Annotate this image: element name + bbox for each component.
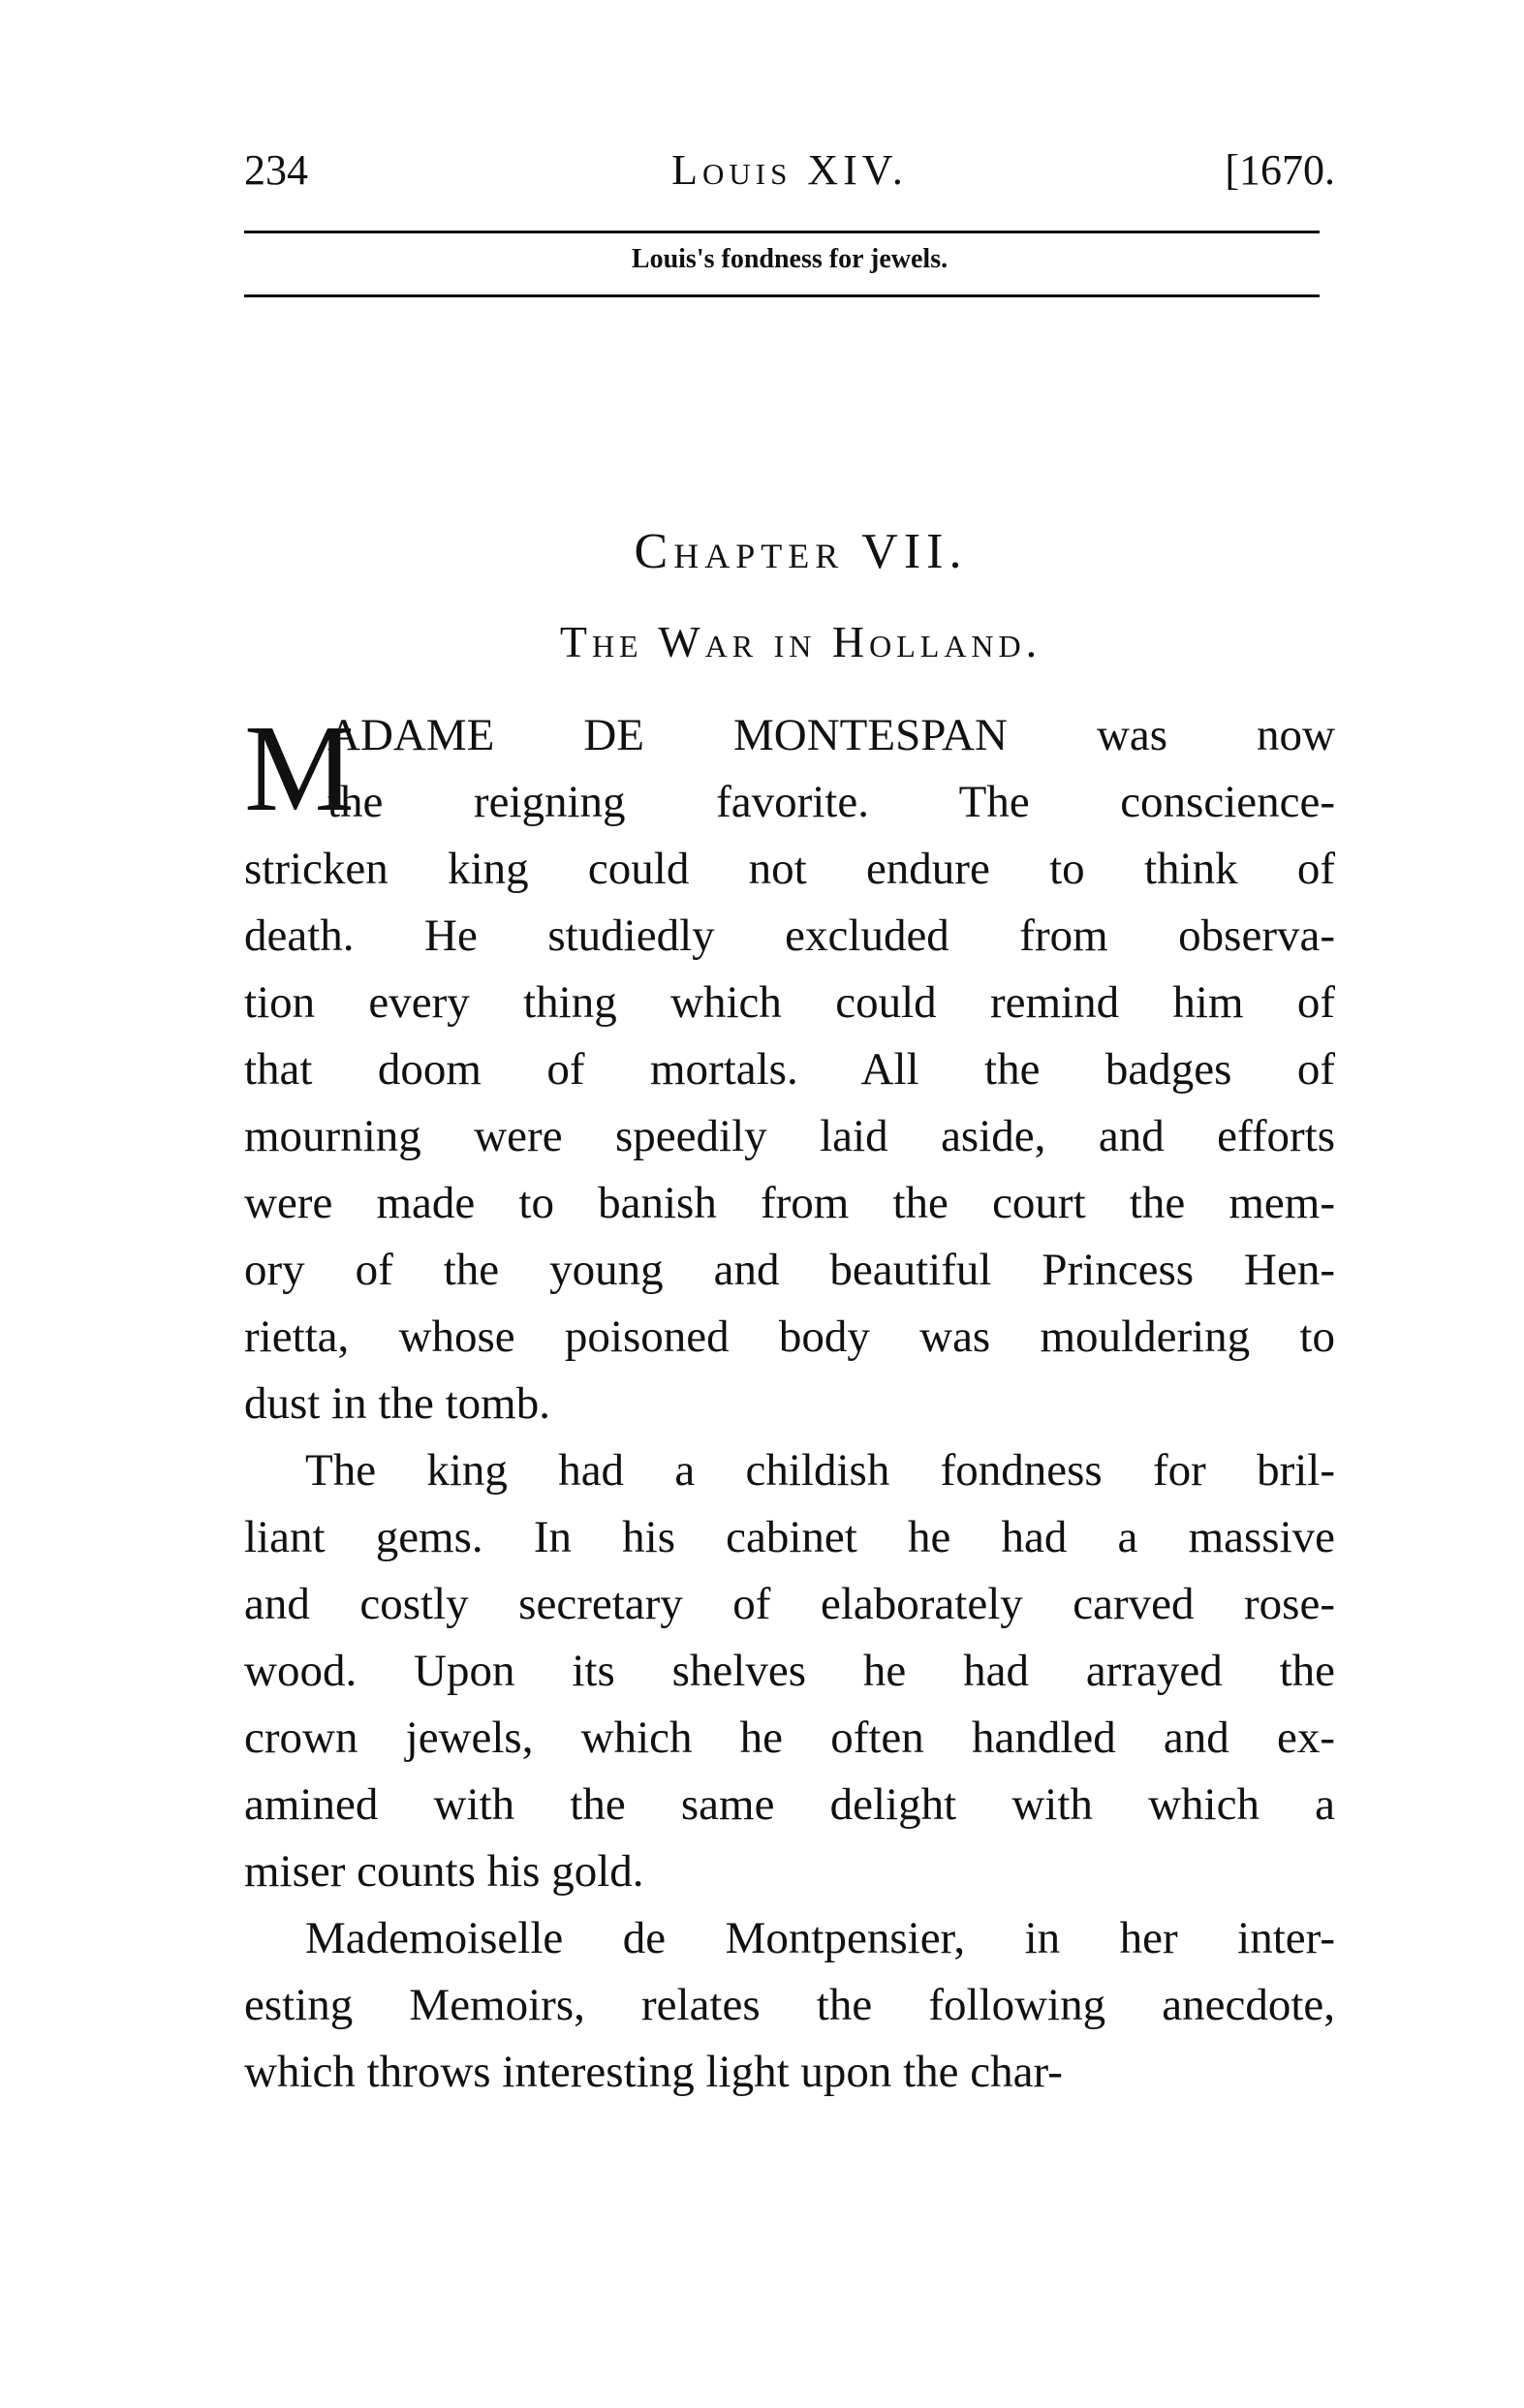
- subtitle-rule: [244, 294, 1320, 297]
- text-line: crown jewels, which he often handled and ex-: [244, 1713, 1335, 1763]
- header-rule: [244, 231, 1320, 233]
- text-line: The king had a childish fondness for bril-: [305, 1445, 1335, 1496]
- text-line: mourning were speedily laid aside, and efforts: [244, 1111, 1335, 1161]
- text-line: were made to banish from the court the mem-: [244, 1178, 1335, 1228]
- chapter-title: The War in Holland.: [559, 617, 1042, 666]
- text-line: esting Memoirs, relates the following anecdote,: [244, 1980, 1335, 2030]
- page-subtitle: Louis's fondness for jewels.: [631, 244, 949, 274]
- text-line: ADAME DE MONTESPAN was now: [327, 710, 1335, 760]
- text-line: the reigning favorite. The conscience-: [327, 777, 1335, 827]
- text-line: tion every thing which could remind him of: [244, 977, 1335, 1028]
- text-line: dust in the tomb.: [244, 1378, 550, 1429]
- text-line: stricken king could not endure to think of: [244, 844, 1335, 894]
- paragraph: [244, 1437, 1335, 1905]
- paragraph: [244, 699, 1335, 1437]
- body-text: [244, 699, 1335, 2106]
- text-line: death. He studiedly excluded from observa-: [244, 911, 1335, 961]
- drop-cap: M: [244, 699, 355, 837]
- text-line: rietta, whose poisoned body was mouldering to: [244, 1312, 1335, 1362]
- text-line: which throws interesting light upon the char-: [244, 2047, 1063, 2097]
- running-title: Louis XIV.: [671, 146, 908, 194]
- text-line: wood. Upon its shelves he had arrayed the: [244, 1646, 1335, 1696]
- chapter-number: Chapter VII.: [634, 524, 968, 579]
- header-year: [1670.: [1225, 146, 1335, 194]
- paragraph: [244, 1905, 1335, 2106]
- text-line: and costly secretary of elaborately carved rose-: [244, 1579, 1335, 1629]
- text-line: miser counts his gold.: [244, 1846, 644, 1897]
- text-line: amined with the same delight with which a: [244, 1779, 1335, 1830]
- text-line: liant gems. In his cabinet he had a massive: [244, 1512, 1335, 1562]
- text-line: that doom of mortals. All the badges of: [244, 1044, 1335, 1095]
- text-line: ory of the young and beautiful Princess Hen-: [244, 1245, 1335, 1295]
- running-header: [244, 145, 1335, 203]
- page-number: 234: [244, 146, 308, 194]
- text-line: Mademoiselle de Montpensier, in her inter-: [305, 1913, 1335, 1963]
